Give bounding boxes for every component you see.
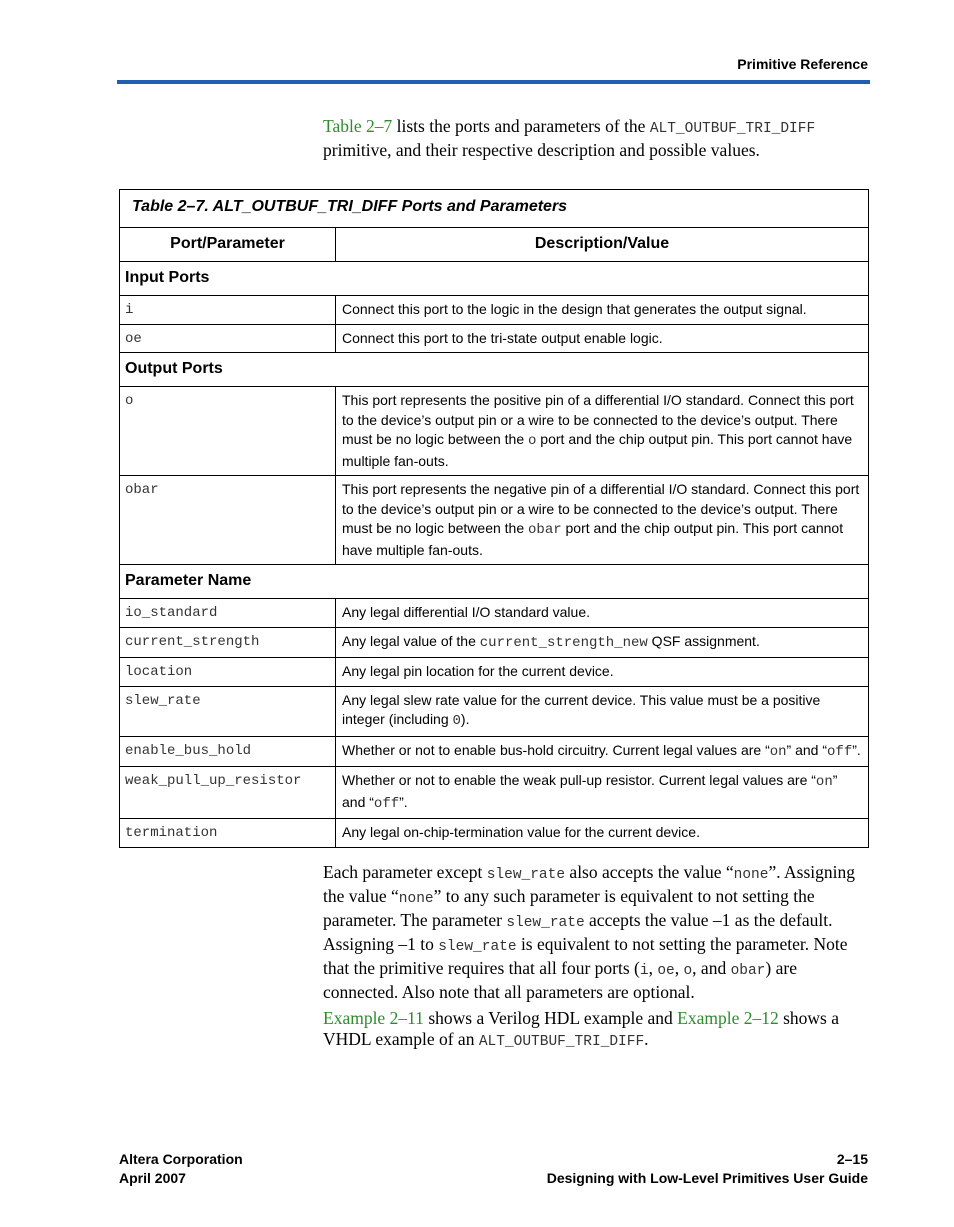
examples-paragraph: Example 2–11 shows a Verilog HDL example and Example 2–12 shows a VHDL example of an ALT_OUTBUF_TRI_DIFF. [323,1008,840,1050]
footer-page-number: 2–15 [836,1151,868,1167]
footer-company: Altera Corporation [119,1151,243,1167]
parameter-description: Any legal on-chip-termination value for the current device. [336,819,869,848]
example-2-12-link[interactable]: Example 2–12 [677,1008,779,1028]
port-description: This port represents the negative pin of a differential I/O standard. Connect this port to the device’s output pin or a wire to be connected to the device’s output. There must be no logic between the obar port and the chip output pin. This port cannot have multiple fan-outs. [336,476,869,565]
footer-left [119,1150,243,1188]
parameter-description: Any legal pin location for the current device. [336,658,869,687]
parameter-name: termination [125,825,218,841]
parameter-name: io_standard [125,605,218,621]
parameter-description: Any legal differential I/O standard value. [336,599,869,628]
parameter-name: location [125,664,193,680]
port-description: Connect this port to the logic in the design that generates the output signal. [336,296,869,325]
table-row [120,599,869,628]
column-header-description: Description/Value [336,228,869,262]
footer-guide-title: Designing with Low-Level Primitives User Guide [546,1170,868,1186]
table-caption: Table 2–7. ALT_OUTBUF_TRI_DIFF Ports and Parameters [120,190,869,228]
port-description: Connect this port to the tri-state output enable logic. [336,324,869,353]
table-row [120,819,869,848]
table-row [120,736,869,767]
port-description: This port represents the positive pin of a differential I/O standard. Connect this port to the device’s output pin or a wire to be connected to the device’s output. There must be no logic between the o port and the chip output pin. This port cannot have multiple fan-outs. [336,387,869,476]
section-parameter-name: Parameter Name [120,565,869,599]
parameter-description: Whether or not to enable the weak pull-up resistor. Current legal values are “on” and “off”. [336,767,869,819]
intro-code: ALT_OUTBUF_TRI_DIFF [649,121,816,137]
footer-right [547,1150,868,1188]
parameter-name: slew_rate [125,692,201,709]
section-output-ports: Output Ports [120,353,869,387]
table-row [120,476,869,565]
parameters-note-paragraph: Each parameter except slew_rate also accepts the value “none”. Assigning the value “none” to any such parameter is equivalent to not setting the parameter. The parameter slew_rate accepts the value –1 as the default. Assigning –1 to slew_rate is equivalent to not setting the parameter. Note that the primitive requires that all four ports (i, oe, o, and obar) are connected. Also note that all parameters are optional. [323,862,856,1002]
section-input-ports: Input Ports [120,262,869,296]
table-row [120,387,869,476]
intro-text-2: primitive, and their respective description and possible values. [323,140,760,160]
port-name: oe [125,330,142,347]
table-row [120,627,869,658]
parameter-description: Whether or not to enable bus-hold circuitry. Current legal values are “on” and “off”. [336,736,869,767]
table-row [120,686,869,736]
table-row [120,324,869,353]
port-name: i [125,302,134,318]
ports-parameters-table [119,189,869,848]
example-2-11-link[interactable]: Example 2–11 [323,1008,424,1028]
parameter-name: enable_bus_hold [125,742,252,759]
intro-text-1: lists the ports and parameters of the [392,116,650,136]
footer-date: April 2007 [119,1170,186,1186]
running-header-title: Primitive Reference [737,56,868,72]
table-row [120,296,869,325]
port-name: obar [125,482,159,498]
port-name: o [125,393,134,409]
parameter-description: Any legal value of the current_strength_new QSF assignment. [336,627,869,658]
column-header-port: Port/Parameter [120,228,336,262]
intro-paragraph [323,116,873,161]
parameter-description: Any legal slew rate value for the current device. This value must be a positive integer (including 0). [336,686,869,736]
parameter-name: current_strength [125,633,260,650]
header-rule [117,80,870,84]
table-row [120,658,869,687]
table-row [120,767,869,819]
parameter-name: weak_pull_up_resistor [125,773,302,789]
table-2-7-link[interactable]: Table 2–7 [323,116,393,136]
